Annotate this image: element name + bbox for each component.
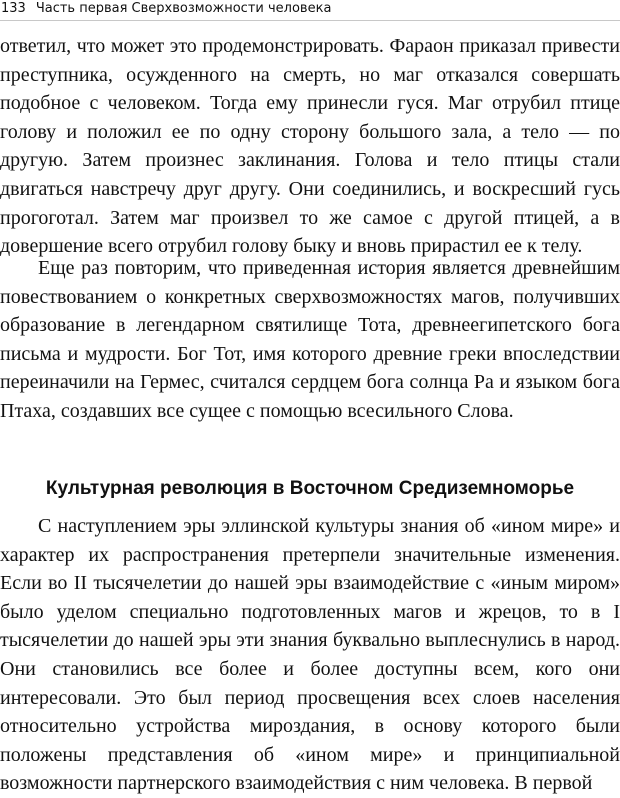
running-header bbox=[0, 0, 620, 21]
page-number: 133 bbox=[1, 1, 26, 16]
paragraph-thoth: Еще раз повторим, что приведенная история является древнейшим повествованием о конкретных сверхвозможностях магов, получивших образование в легендарном святилище Тота, древнеегипетского бога письма и мудрости. Бог Тот, имя которого древние греки впоследствии переиначили на Гермес, считался сердцем бога солнца Ра и языком бога Птаха, создавших все сущее с помощью всесильного Слова. bbox=[0, 257, 620, 422]
running-title: Часть первая Сверхвозможности человека bbox=[35, 1, 332, 16]
paragraph-continuation: ответил, что может это продемонстрировать. Фараон приказал привести преступника, осужденного на смерть, но маг отказался совершать подобное с человеком. Тогда ему принесли гуся. Маг отрубил птице голову и положил ее по одну сторону большого зала, а тело — по другую. Затем произнес заклинания. Голова и тело птицы стали двигаться навстречу друг другу. Они соединились, и воскресший гусь прогоготал. Затем маг произвел то же самое с другой птицей, а в довершение всего отрубил голову быку и вновь прирастил ее к телу. bbox=[0, 35, 620, 258]
section-heading: Культурная революция в Восточном Средиземноморье bbox=[45, 478, 575, 499]
text-block-2 bbox=[0, 254, 620, 426]
text-block-1 bbox=[0, 32, 620, 261]
text-block-3 bbox=[0, 512, 620, 798]
paragraph-hellenic-era: С наступлением эры эллинской культуры знания об «ином мире» и характер их распространения претерпели значительные изменения. Если во II тысячелетии до нашей эры взаимодействие с «иным миром» было уделом специально подготовленных магов и жрецов, то в I тысячелетии до нашей эры эти знания буквально выплеснулись в народ. Они становились все более и более доступны всем, кого они интересовали. Это был период просвещения всех слоев населения относительно устройства мироздания, в основу которого были положены представления об «ином мире» и принципиальной возможности партнерского взаимодействия с ним человека. В первой bbox=[0, 515, 620, 795]
